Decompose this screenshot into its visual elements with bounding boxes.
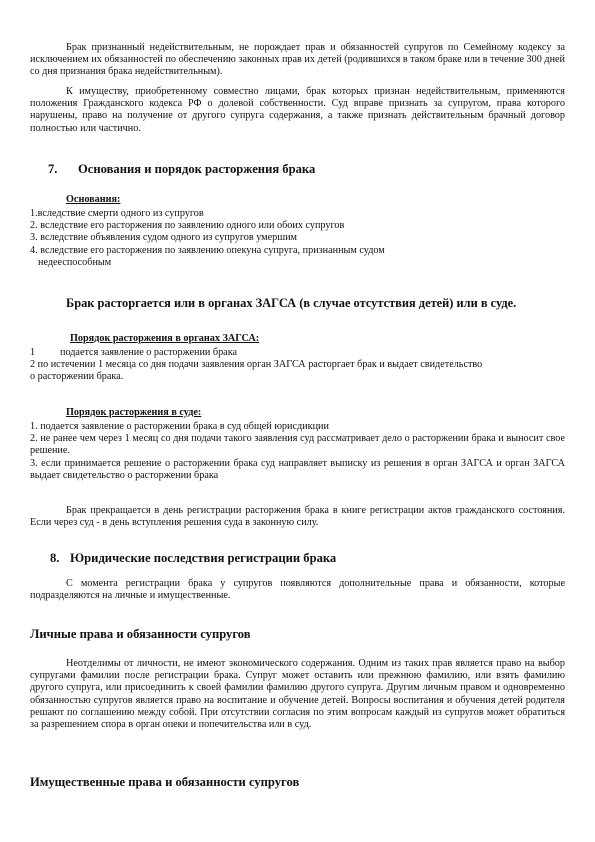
court-procedure-list (30, 421, 565, 482)
court-step-1: 1. подается заявление о расторжении брака в суд общей юрисдикции (30, 421, 329, 432)
paragraph-property-invalid: К имуществу, приобретенному совместно лицами, брак которых признан недействительным, применяются положения Гражданского кодекса РФ о долевой собственности. Суд вправе признать за супругом, права которого нарушены, право на получение от другого супруга содержания, а также признать действительным брачный договор полностью или частично. (30, 86, 565, 134)
grounds-item: 2. вследствие его расторжения по заявлению одного или обоих супругов (30, 220, 345, 232)
section-7-number: 7. (48, 162, 58, 176)
zags-step-1 (30, 347, 565, 359)
where-dissolved-paragraph: Брак расторгается или в органах ЗАГСА (в случае отсутствия детей) или в суде. (66, 296, 517, 310)
grounds-list (30, 208, 565, 269)
grounds-title: Основания: (66, 194, 121, 205)
paragraph-terminated: Брак прекращается в день регистрации расторжения брака в книге регистрации актов гражданского состояния. Если через суд - в день вступления решения суда в законную силу. (30, 505, 565, 529)
section-8-heading (50, 551, 550, 566)
zags-step-2: 2 по истечении 1 месяца со дня подачи заявления орган ЗАГСА расторгает брак и выдает свидетельство (30, 359, 483, 371)
section-8-title: Юридические последствия регистрации брака (70, 551, 337, 565)
zags-procedure-list (30, 347, 565, 384)
zags-step-1-number: 1 (30, 347, 36, 358)
personal-rights-heading: Личные права и обязанности супругов (30, 627, 251, 641)
section-8-number: 8. (50, 551, 60, 565)
paragraph-personal-rights: Неотделимы от личности, не имеют экономического содержания. Одним из таких прав является право на выбор супругами фамилии после регистрации брака. Супруг может оставить или прежнюю фамилию, или взять фамилию другого супруга, или присоединить к своей фамилии фамилию другого супруга. Другим личным правом и одновременно обязанностью супругов является право на воспитание и обучение детей. Вопросы воспитания и обучения детей родителя решают по соглашению между собой. При отсутствии согласия по этим вопросам каждый из супругов может обратиться за разрешением спора в орган опеки и попечительства или в суд. (30, 658, 565, 731)
paragraph-invalid-marriage: Брак признанный недействительным, не порождает прав и обязанностей супругов по Семейному кодексу за исключением их обязанностей по обеспечению законных прав их детей (родившихся в таком браке или в течение 300 дней со дня признания брака недействительным). (30, 42, 565, 78)
court-step-2: 2. не ранее чем через 1 месяц со дня подачи такого заявления суд рассматривает дело о расторжении брака и выносит свое решение. (30, 433, 565, 457)
paragraph-consequences: С момента регистрации брака у супругов появляются дополнительные права и обязанности, которые подразделяются на личные и имущественные. (30, 578, 565, 602)
grounds-item: 4. вследствие его расторжения по заявлению опекуна супруга, признанным судом (30, 244, 385, 256)
zags-step-2-continuation: о расторжении брака. (30, 371, 124, 383)
zags-procedure-title: Порядок расторжения в органах ЗАГСА: (70, 333, 260, 344)
property-rights-heading: Имущественные права и обязанности супругов (30, 775, 300, 789)
grounds-item: 3. вследствие объявления судом одного из супругов умершим (30, 232, 297, 244)
section-7-heading (48, 162, 548, 177)
court-procedure-title: Порядок расторжения в суде: (66, 407, 202, 418)
grounds-item-continuation: недееспособным (38, 256, 112, 268)
zags-step-1-text: подается заявление о расторжении брака (60, 347, 238, 358)
section-7-title: Основания и порядок расторжения брака (78, 162, 316, 176)
grounds-item: 1.вследствие смерти одного из супругов (30, 208, 204, 219)
court-step-3: 3. если принимается решение о расторжении брака суд направляет выписку из решения в орган ЗАГСА и орган ЗАГСА выдает свидетельство о расторжении брака (30, 457, 565, 481)
